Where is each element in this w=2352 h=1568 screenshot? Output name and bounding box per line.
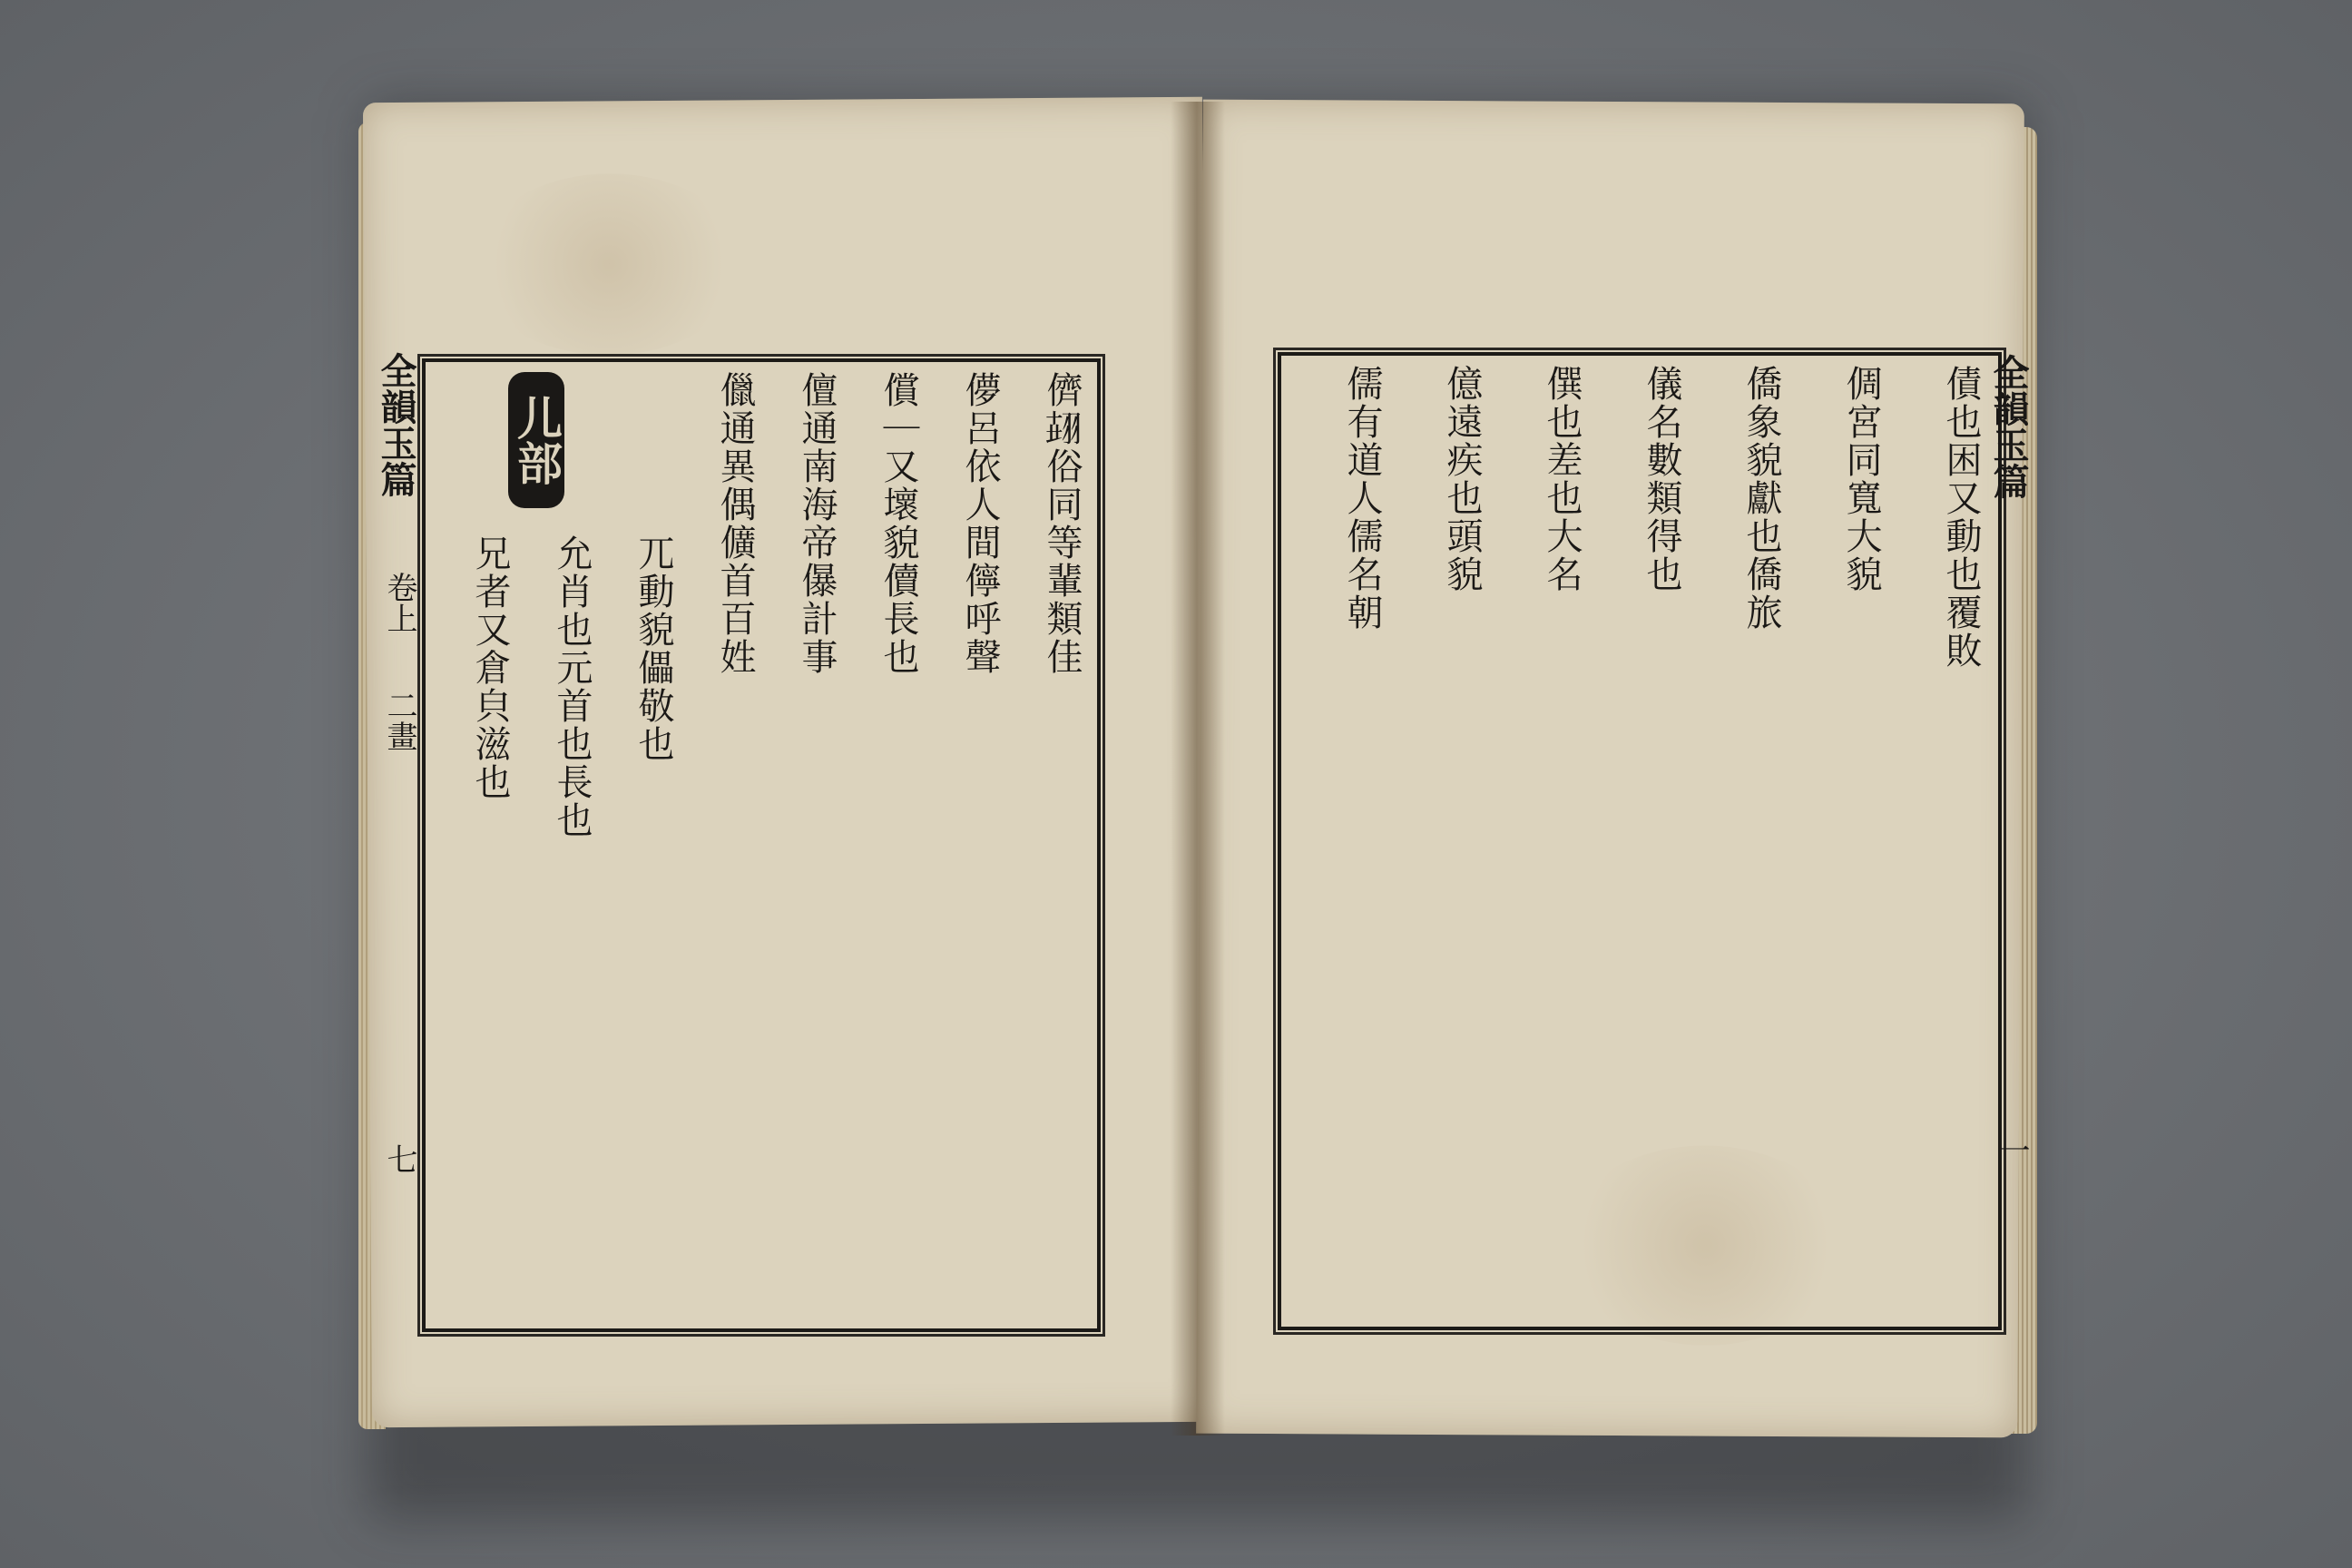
text-column: 儀名數類得也 — [1641, 365, 1682, 593]
text-column: 儠通異偶儣首百姓 — [714, 371, 756, 676]
text-column: 儚呂依人間儜呼聲 — [959, 371, 1001, 676]
left-margin-page-number: 七 — [381, 1143, 417, 1174]
left-margin-strokes: 二畫 — [381, 690, 417, 751]
left-margin-title: 全韻玉篇 — [375, 352, 417, 497]
paper-stain — [472, 172, 745, 356]
text-column: 僎也差也大名 — [1541, 365, 1583, 593]
text-column: 兀動貌儡敬也 — [632, 534, 674, 763]
text-column: 兄者又倉㒵滋也 — [469, 534, 511, 801]
right-margin-title: 全韻玉篇 — [1987, 354, 2030, 499]
text-column: 儕𦐫俗同等輩類佳 — [1041, 371, 1083, 676]
text-column: 僑象貌獻也僑旅 — [1740, 365, 1782, 632]
right-margin-page-number: 一 — [1994, 1134, 2030, 1165]
radical-section-heading: 儿部 — [508, 372, 564, 508]
book-gutter — [1171, 102, 1225, 1436]
text-column: 儒有道人儒名朝 — [1341, 365, 1383, 632]
text-column: 儃通南海帝儤計事 — [796, 371, 838, 676]
left-margin-volume: 卷上 — [381, 572, 417, 633]
text-column: 倜宮同寬大貌 — [1840, 365, 1882, 593]
text-column: 債也困又動也覆敗 — [1940, 365, 1982, 670]
text-column: 億遠疾也頭貌 — [1441, 365, 1483, 593]
text-column: 償｜又壞貌儥長也 — [877, 371, 919, 676]
text-column: 允肖也元首也長也 — [551, 534, 593, 839]
right-print-frame — [1278, 352, 2002, 1330]
